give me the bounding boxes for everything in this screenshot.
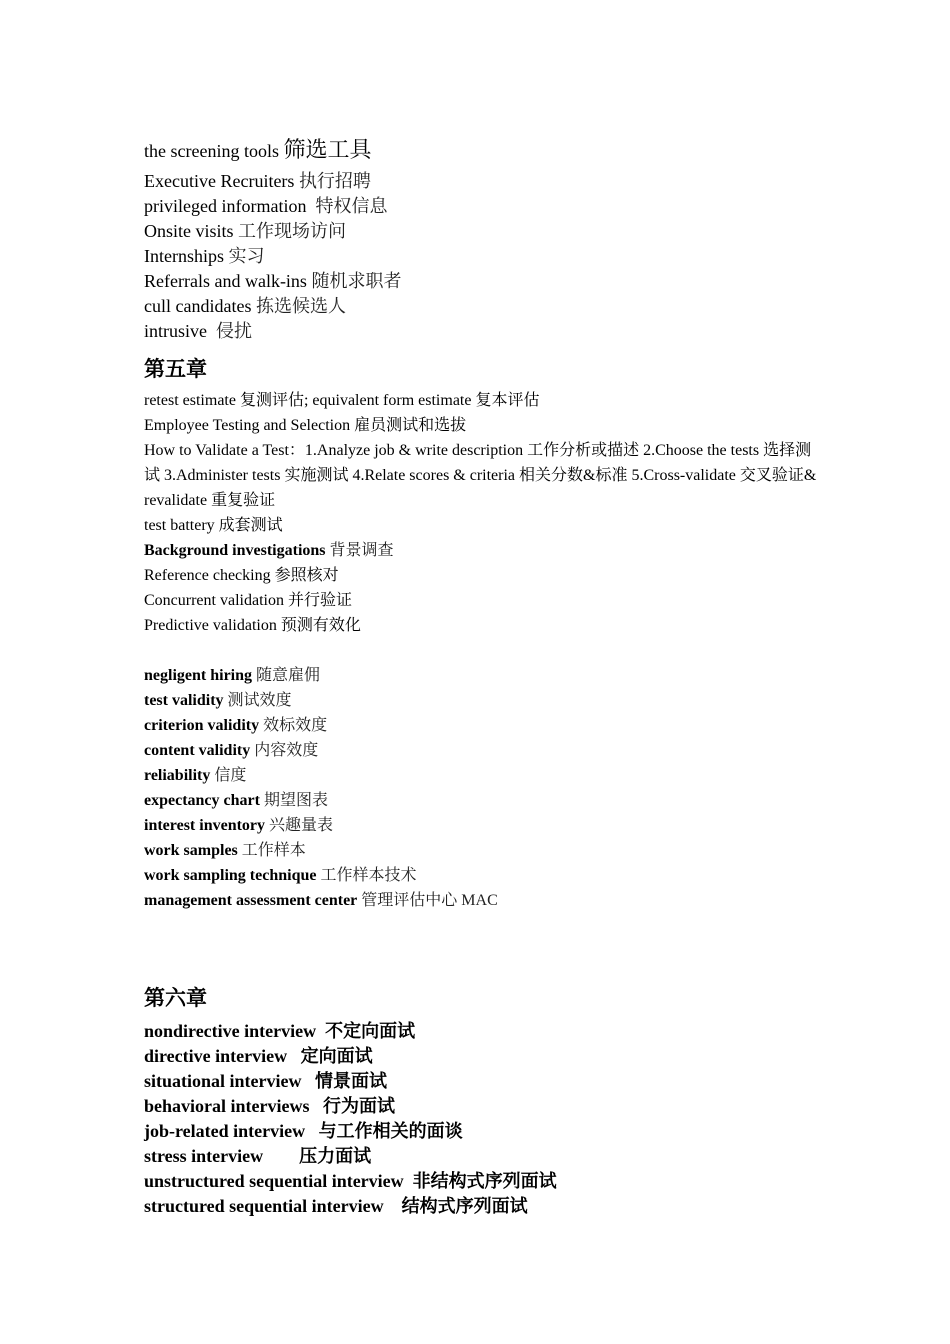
term-line bbox=[144, 888, 824, 913]
term-zh: 期望图表 bbox=[263, 792, 328, 809]
term-line bbox=[144, 319, 824, 344]
term-line bbox=[144, 219, 824, 244]
chapter-5-content bbox=[144, 388, 824, 913]
term-zh: 管理评估中心 MAC bbox=[361, 892, 498, 909]
term-en: stress interview bbox=[144, 1146, 295, 1166]
chapter-6-content bbox=[144, 1019, 824, 1219]
term-line bbox=[144, 1194, 824, 1219]
term-en: Referrals and walk-ins bbox=[144, 271, 307, 291]
term-line bbox=[144, 1169, 824, 1194]
term-line bbox=[144, 688, 824, 713]
term-zh: 工作样本技术 bbox=[320, 867, 417, 884]
term-line bbox=[144, 1044, 824, 1069]
term-zh: 随机求职者 bbox=[311, 271, 402, 291]
term-en: intrusive bbox=[144, 321, 212, 341]
term-zh: 执行招聘 bbox=[298, 171, 371, 191]
term-en: Background investigations bbox=[144, 542, 326, 559]
term-zh: 定向面试 bbox=[300, 1046, 373, 1066]
term-line bbox=[144, 294, 824, 319]
text-line: Reference checking 参照核对 bbox=[144, 567, 339, 584]
term-en: work samples bbox=[144, 842, 238, 859]
term-en: unstructured sequential interview bbox=[144, 1171, 409, 1191]
term-en: situational interview bbox=[144, 1071, 311, 1091]
term-en: Executive Recruiters bbox=[144, 171, 295, 191]
term-line bbox=[144, 738, 824, 763]
term-en: job-related interview bbox=[144, 1121, 315, 1141]
term-line bbox=[144, 1144, 824, 1169]
term-zh: 情景面试 bbox=[315, 1071, 387, 1091]
term-line bbox=[144, 1069, 824, 1094]
chapter-6-heading: 第六章 bbox=[144, 986, 207, 1010]
term-line bbox=[144, 863, 824, 888]
term-zh: 结构式序列面试 bbox=[401, 1196, 528, 1216]
term-line bbox=[144, 713, 824, 738]
term-zh: 效标效度 bbox=[263, 717, 328, 734]
chapter-5-heading: 第五章 bbox=[144, 357, 207, 381]
term-en: the screening tools bbox=[144, 141, 279, 161]
term-en: negligent hiring bbox=[144, 667, 253, 684]
term-en: nondirective interview bbox=[144, 1021, 321, 1041]
term-line bbox=[144, 169, 824, 194]
term-line bbox=[144, 1119, 824, 1144]
term-zh: 随意雇佣 bbox=[256, 667, 321, 684]
term-zh: 工作样本 bbox=[241, 842, 306, 859]
term-en: privileged information bbox=[144, 196, 311, 216]
term-line bbox=[144, 663, 824, 688]
term-line bbox=[144, 132, 824, 169]
document-page bbox=[144, 132, 824, 1219]
term-zh: 筛选工具 bbox=[283, 137, 372, 162]
term-zh: 实习 bbox=[228, 246, 265, 266]
text-line: retest estimate 复测评估; equivalent form estimate 复本评估 bbox=[144, 392, 540, 409]
term-en: criterion validity bbox=[144, 717, 260, 734]
term-en: Onsite visits bbox=[144, 221, 234, 241]
term-zh: 信度 bbox=[214, 767, 247, 784]
term-en: cull candidates bbox=[144, 296, 252, 316]
term-en: test validity bbox=[144, 692, 224, 709]
term-zh: 与工作相关的面谈 bbox=[318, 1121, 463, 1141]
term-zh: 侵扰 bbox=[216, 321, 252, 341]
term-line bbox=[144, 194, 824, 219]
term-en: management assessment center bbox=[144, 892, 358, 909]
term-line bbox=[144, 244, 824, 269]
term-zh: 拣选候选人 bbox=[255, 296, 346, 316]
text-line: Employee Testing and Selection 雇员测试和选拔 bbox=[144, 417, 467, 434]
term-en: interest inventory bbox=[144, 817, 266, 834]
term-zh: 背景调查 bbox=[329, 542, 394, 559]
term-en: content validity bbox=[144, 742, 251, 759]
term-line bbox=[144, 1094, 824, 1119]
term-line bbox=[144, 763, 824, 788]
term-en: expectancy chart bbox=[144, 792, 260, 809]
term-line bbox=[144, 813, 824, 838]
term-en: reliability bbox=[144, 767, 211, 784]
text-line: test battery 成套测试 bbox=[144, 517, 283, 534]
term-line bbox=[144, 838, 824, 863]
term-zh: 内容效度 bbox=[254, 742, 319, 759]
term-zh: 特权信息 bbox=[315, 196, 388, 216]
term-list bbox=[144, 169, 824, 344]
text-paragraph: How to Validate a Test：1.Analyze job & write description 工作分析或描述 2.Choose the tests 选择测试 3.Administer tests 实施测试 4.Relate scores & criteria 相关分数&标准 5.Cross-validate 交叉验证& revalidate 重复验证 bbox=[144, 442, 817, 509]
term-en: work sampling technique bbox=[144, 867, 317, 884]
term-zh: 非结构式序列面试 bbox=[412, 1171, 557, 1191]
text-line: Predictive validation 预测有效化 bbox=[144, 617, 361, 634]
term-line bbox=[144, 788, 824, 813]
term-zh: 压力面试 bbox=[299, 1146, 372, 1166]
term-zh: 行为面试 bbox=[322, 1096, 395, 1116]
term-line bbox=[144, 1019, 824, 1044]
term-en: structured sequential interview bbox=[144, 1196, 398, 1216]
term-en: directive interview bbox=[144, 1046, 297, 1066]
text-line: Concurrent validation 并行验证 bbox=[144, 592, 352, 609]
term-zh: 工作现场访问 bbox=[238, 221, 347, 241]
term-zh: 不定向面试 bbox=[325, 1021, 416, 1041]
term-en: behavioral interviews bbox=[144, 1096, 319, 1116]
spacer bbox=[144, 638, 824, 663]
term-en: Internships bbox=[144, 246, 224, 266]
term-zh: 兴趣量表 bbox=[269, 817, 334, 834]
term-line bbox=[144, 269, 824, 294]
term-zh: 测试效度 bbox=[227, 692, 292, 709]
term-line bbox=[144, 538, 824, 563]
